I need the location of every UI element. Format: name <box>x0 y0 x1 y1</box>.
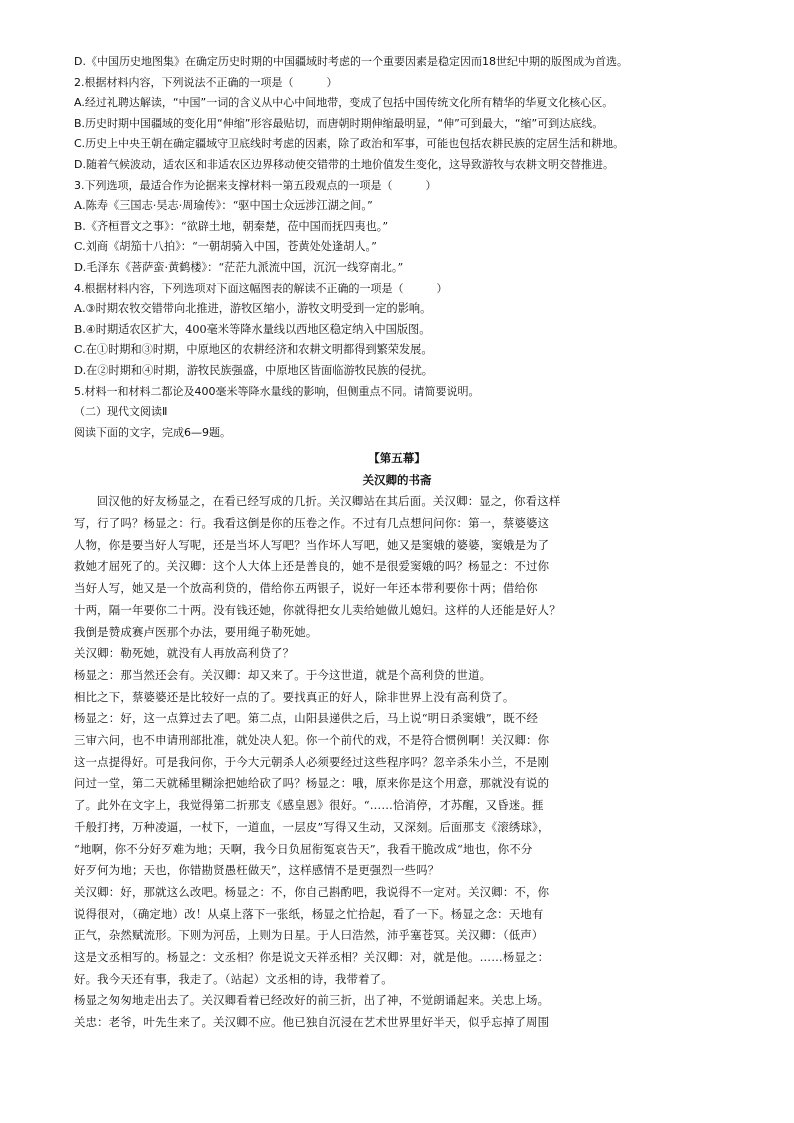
play-line: 关汉卿：勒死她，就没有人再放高利贷了？ <box>74 646 295 661</box>
play-line: 当好人写，她又是一个放高利贷的，借给你五两银子，说好一年还本带利要你十两；借给你 <box>74 581 538 596</box>
q3-option-c: C.刘商《胡笳十八拍》：“一朝胡骑入中国，苍黄处处逢胡人。” <box>74 240 377 254</box>
play-line: 好歹何为地；天也，你错勘贤愚枉做天”，这样感情不是更强烈一些吗？ <box>74 863 440 878</box>
q4-option-c: C.在①时期和③时期，中原地区的农耕经济和农耕文明都得到繁荣发展。 <box>74 343 433 357</box>
q2-option-c: C.历史上中央王朝在确定疆域守卫底线时考虑的因素，除了政治和军事，可能也包括农耕民族的定居生活和耕地。 <box>74 137 625 151</box>
play-line: 好。我今天还有事，我走了。（站起）文丞相的诗，我带着了。 <box>74 971 393 986</box>
q3-option-a: A.陈寿《三国志·吴志·周瑜传》：“驱中国士众远涉江湖之间。” <box>74 199 373 213</box>
q3-option-b: B.《齐桓晋文之事》：“欲辟土地，朝秦楚，莅中国而抚四夷也。” <box>74 219 389 233</box>
section-heading: （二）现代文阅读Ⅱ <box>74 405 168 419</box>
document-page <box>74 52 720 1034</box>
play-line: 三审六问，也不申请刑部批准，就处决人犯。你一个前代的戏，不是符合惯例啊！关汉卿：你 <box>74 733 550 748</box>
q5-stem: 5.材料一和材料二都论及400毫米等降水量线的影响，但侧重点不同。请简要说明。 <box>74 384 480 398</box>
act-title: 【第五幕】 <box>368 451 426 466</box>
play-line: 回汉他的好友杨显之，在看已经写成的几折。关汉卿站在其后面。关汉卿：显之，你看这样 <box>96 494 561 509</box>
scene-title: 关汉卿的书斋 <box>362 473 432 488</box>
play-line: 这一点提得好。可是我问你，于今大元朝杀人必须要经过这些程序吗？忽辛杀朱小兰，不是刚 <box>74 754 550 769</box>
q4-option-a: A.③时期农牧交错带向北推进，游牧区缩小，游牧文明受到一定的影响。 <box>74 302 432 316</box>
q4-stem: 4.根据材料内容，下列选项对下面这幅图表的解读不正确的一项是（ ） <box>74 281 448 295</box>
play-line: 杨显之匆匆地走出去了。关汉卿看着已经改好的前三折，出了神，不觉朗诵起来。关忠上场。 <box>74 993 550 1008</box>
q2-stem: 2.根据材料内容，下列说法不正确的一项是（ ） <box>74 75 338 89</box>
play-line: 了。此外在文字上，我觉得第二折那支《感皇恩》很好。“……恰消停，才苏醒，又昏迷。捱 <box>74 798 544 813</box>
play-line: 问过一堂，第二天就稀里糊涂把她给砍了吗？杨显之：哦，原来你是这个用意，那就没有说的 <box>74 776 550 791</box>
q3-option-d: D.毛泽东《菩萨蛮·黄鹤楼》：“茫茫九派流中国，沉沉一线穿南北。” <box>74 260 404 274</box>
q4-option-b: B.④时期适农区扩大，400毫米等降水量线以西地区稳定纳入中国版图。 <box>74 322 431 336</box>
q1-option-d: D.《中国历史地图集》在确定历史时期的中国疆域时考虑的一个重要因素是稳定因而18世纪中期的版图成为首选。 <box>74 55 628 68</box>
q3-stem: 3.下列选项，最适合作为论据来支撑材料一第五段观点的一项是（ ） <box>74 178 437 192</box>
play-line: 杨显之：好，这一点算过去了吧。第二点，山阳县递供之后，马上说“明日杀窦娥”，既不经 <box>74 711 539 726</box>
play-line: 千般打拷，万种凌逼，一杖下，一道血，一层皮”写得又生动，又深刻。后面那支《滚绣球》， <box>74 819 550 834</box>
play-line: 正气，杂然赋流形。下则为河岳，上则为日星。于人曰浩然，沛乎塞苍冥。关汉卿：（低声） <box>74 928 544 943</box>
play-line: “地啊，你不分好歹难为地；天啊，我今日负屈衔冤哀告天”，我看干脆改成“地也，你不分 <box>74 841 533 856</box>
play-line: 写，行了吗？杨显之：行。我看这倒是你的压卷之作。不过有几点想问问你：第一，蔡婆婆这 <box>74 515 550 530</box>
q2-option-a: A.经过礼聘达解读，“中国”一词的含义从中心中间地带，变成了包括中国传统文化所有精华的华夏文化核心区。 <box>74 96 614 110</box>
play-line: 我倒是赞成赛卢医那个办法，要用绳子勒死她。 <box>74 624 318 639</box>
q2-option-d: D.随着气候波动，适农区和非适农区边界移动使交错带的土地价值发生变化，这导致游牧与农耕文明交替推进。 <box>74 157 614 171</box>
play-line: 这是文丞相写的。杨显之：文丞相？你是说文天祥丞相？关汉卿：对，就是他。……杨显之： <box>74 950 550 965</box>
q2-option-b: B.历史时期中国疆域的变化用“伸缩”形容最贴切，而唐朝时期伸缩最明显，“伸”可到最大，“缩”可到达底线。 <box>74 116 604 130</box>
play-line: 说得很对，（确定地）改！从桌上落下一张纸，杨显之忙拾起，看了一下。杨显之念：天地有 <box>74 906 544 921</box>
play-line: 杨显之：那当然还会有。关汉卿：却又来了。于今这世道，就是个高利贷的世道。 <box>74 667 492 682</box>
q4-option-d: D.在②时期和④时期，游牧民族强盛，中原地区皆面临游牧民族的侵扰。 <box>74 363 433 377</box>
play-line: 人物，你是要当好人写呢，还是当坏人写吧？当作坏人写吧，她又是窦娥的婆婆，窦娥是为了 <box>74 537 550 552</box>
play-line: 十两，隔一年要你二十两。没有钱还她，你就得把女儿卖给她做儿媳妇。这样的人还能是好人？ <box>74 602 561 617</box>
play-line: 关忠：老爷，叶先生来了。关汉卿不应。他已独自沉浸在艺术世界里好半天，似乎忘掉了周围 <box>74 1015 550 1030</box>
play-line: 关汉卿：好，那就这么改吧。杨显之：不，你自己斟酌吧，我说得不一定对。关汉卿：不，你 <box>74 884 550 899</box>
play-line: 救她才屈死了的。关汉卿：这个人大体上还是善良的，她不是很爱窦娥的吗？杨显之：不过你 <box>74 559 550 574</box>
section-instruction: 阅读下面的文字，完成6—9题。 <box>74 425 231 439</box>
play-line: 相比之下，蔡婆婆还是比较好一点的了。要找真正的好人，除非世界上没有高利贷了。 <box>74 689 515 704</box>
